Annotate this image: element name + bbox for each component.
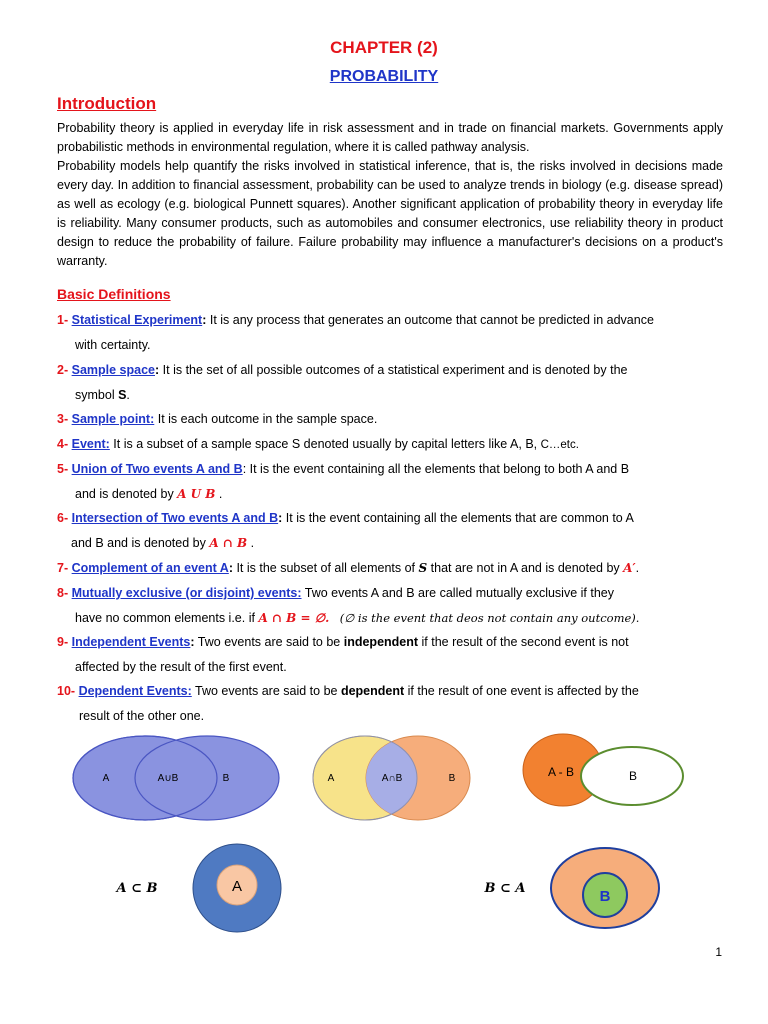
definition-term: Statistical Experiment	[71, 313, 203, 327]
definition-number: 6-	[57, 511, 69, 525]
continuation-end: .	[247, 535, 255, 550]
union-label-a: A	[102, 773, 110, 784]
definition-term: Dependent Events:	[78, 684, 192, 698]
definition-term: Union of Two events A and B	[71, 462, 243, 476]
subset-a-label: A ⊂ B	[116, 881, 158, 896]
definition-bold: dependent	[340, 684, 405, 698]
intro-paragraph-2: Probability models help quantify the risks involved in statistical inference, that is, the risks involved in decisions made every day. In addition to financial assessment, probability can be used to analyze trends in biology (e.g. disease spread) as well as ecology (e.g. biological Punnett squares). Another significant application of probability theory in everyday life is reliability. Many consumer products, such as automobiles and consumer electronics, use reliability theory in product design to reduce the probability of failure. Failure probability may influence a manufacturer's decisions on a product's warranty.	[57, 159, 723, 268]
continuation-text: and B and is denoted by	[71, 535, 210, 550]
union-diagram	[73, 736, 279, 820]
definition-term: Mutually exclusive (or disjoint) events:	[71, 586, 302, 600]
definition-text-2: if the result of one event is affected by the	[404, 684, 639, 698]
empty-set-note: (∅ is the event that deos not contain any outcome).	[339, 610, 640, 625]
definition-continuation: result of the other one.	[79, 708, 205, 723]
intersection-label-mid: A∩B	[381, 773, 403, 784]
definition-number: 5-	[57, 462, 69, 476]
definition-text: It is the set of all possible outcomes of a statistical experiment and is denoted by the	[159, 363, 628, 377]
union-label-b: B	[222, 773, 230, 784]
definition-colon: :	[190, 635, 195, 649]
definition-term: Independent Events	[71, 635, 191, 649]
union-circle-b	[135, 736, 279, 820]
definition-text: Two events are said to be	[191, 684, 341, 698]
definition-continuation: with certainty.	[75, 337, 151, 352]
page-subtitle: PROBABILITY	[329, 68, 439, 85]
definition-term: Sample point:	[71, 412, 155, 426]
continuation-text: and is denoted by	[75, 486, 178, 501]
union-symbol: A U B	[177, 486, 216, 501]
definition-term: Complement of an event A	[71, 561, 229, 575]
definition-text: It is the event containing all the elements that are common to A	[282, 511, 634, 525]
introduction-heading: Introduction	[57, 94, 157, 113]
definition-text: It is the subset of all elements of	[232, 561, 419, 575]
definition-number: 7-	[57, 561, 69, 575]
definition-number: 9-	[57, 635, 69, 649]
intersection-label-a: A	[327, 773, 335, 784]
continuation-text: have no common elements i.e. if	[75, 610, 259, 625]
definition-bold: independent	[343, 635, 419, 649]
disjoint-equation: A ∩ B = ∅.	[258, 610, 330, 625]
continuation-end: .	[215, 486, 223, 501]
sample-space-symbol: S	[418, 561, 428, 575]
definition-colon: :	[202, 313, 207, 327]
chapter-title: CHAPTER (2)	[330, 38, 438, 57]
complement-symbol: A′	[623, 561, 636, 575]
definition-text: Two events A and B are called mutually exclusive if they	[301, 586, 614, 600]
subset-inner-label-a: A	[231, 878, 243, 895]
definition-text: Two events are said to be	[194, 635, 344, 649]
difference-label-b: B	[628, 769, 638, 783]
definition-text: It is each outcome in the sample space.	[154, 412, 378, 426]
definition-end: .	[635, 561, 640, 575]
continuation-end: .	[126, 387, 130, 402]
definition-number: 4-	[57, 437, 69, 451]
definition-colon: :	[228, 561, 233, 575]
difference-label-a: A - B	[547, 765, 575, 779]
subset-inner-label-b: B	[599, 888, 611, 905]
intersection-diagram	[313, 736, 470, 820]
basic-definitions-heading: Basic Definitions	[57, 286, 171, 302]
definition-colon: :	[278, 511, 283, 525]
intro-paragraph-1: Probability theory is applied in everyday life in risk assessment and in trade on financial markets. Governments apply probabilistic methods in environmental regulation, where it is called pathway analysis.	[57, 121, 723, 154]
definition-term: Sample space	[71, 363, 155, 377]
definition-number: 1-	[57, 313, 69, 327]
definition-continuation: affected by the result of the first event.	[75, 659, 287, 674]
intersection-symbol: A ∩ B	[209, 535, 248, 550]
definition-colon: :	[155, 363, 160, 377]
intersection-label-b: B	[448, 773, 456, 784]
definition-term: Event:	[71, 437, 110, 451]
definition-text: It is any process that generates an outcome that cannot be predicted in advance	[206, 313, 654, 327]
definition-text: It is a subset of a sample space S denoted usually by capital letters like A, B,	[109, 437, 541, 451]
definition-number: 2-	[57, 363, 69, 377]
definition-text-2: that are not in A and is denoted by	[427, 561, 624, 575]
definition-etc: C…etc.	[540, 439, 579, 451]
union-label-mid: A∪B	[157, 773, 179, 784]
definition-text: : It is the event containing all the elements that belong to both A and B	[242, 462, 630, 476]
definition-text-2: if the result of the second event is not	[418, 635, 629, 649]
definition-term: Intersection of Two events A and B	[71, 511, 279, 525]
symbol-s: S	[118, 387, 127, 402]
difference-diagram	[523, 734, 683, 806]
subset-a-in-b-diagram	[114, 844, 281, 932]
subset-b-label: B ⊂ A	[484, 881, 526, 896]
page-number: 1	[715, 945, 722, 959]
subset-b-in-a-diagram	[483, 848, 659, 928]
definition-number: 10-	[57, 684, 76, 698]
definition-number: 3-	[57, 412, 69, 426]
definition-number: 8-	[57, 586, 69, 600]
continuation-text: symbol	[75, 387, 119, 402]
